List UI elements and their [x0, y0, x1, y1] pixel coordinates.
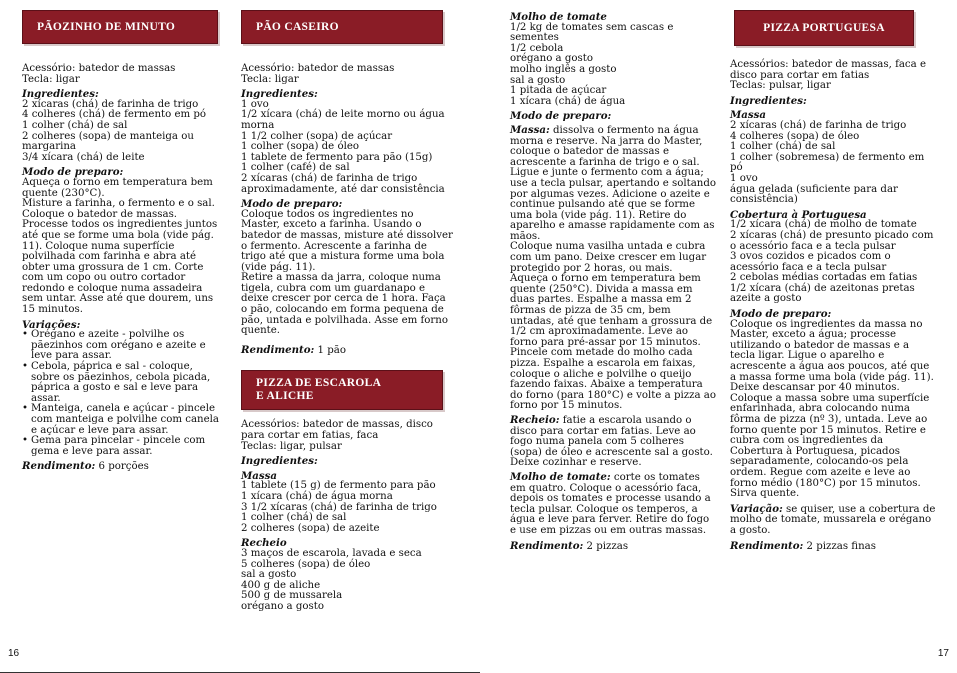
method-paragraph: Coloque os ingredientes da massa no Master, exceto a água; processe utilizando o batedor de massas e a tecla ligar. Ligue o aparelho e acrescente a água aos poucos, até que a massa forme uma bola (vide pág. 11). Deixe descansar por 40 minutos. Coloque a massa sobre uma superfície enfarinhada, abra colocando numa fôrma de pizza (nº 3), untada. Leve ao forno quente por 15 minutos. Retire e cubra com os ingredientes da Cobertura à Portuguesa, picados separadamente, colocando-os pela ordem. Regue com azeite e leve ao forno médio (180°C) por 15 minutos. Sirva quente.: [730, 318, 934, 500]
ingredient-line: 2 xícaras (chá) de farinha de trigo: [22, 98, 199, 110]
accessories-text: Acessório: batedor de massas: [241, 63, 395, 74]
variations-heading: Variações:: [22, 318, 81, 331]
ingredient-line: água gelada (suficiente para dar consistência): [730, 183, 898, 206]
ingredient-line: 1 colher (sopa) de óleo: [241, 141, 360, 153]
ingredient-line: 1 colher (sobremesa) de fermento em pó: [730, 151, 925, 174]
variation-item: • Orégano e azeite - polvilhe os pãezinhos com orégano e azeite e leve para assar.: [22, 330, 222, 362]
ingredient-line: 2 colheres (sopa) de manteiga ou margarina: [22, 130, 194, 153]
variation-item: • Gema para pincelar - pincele com gema e leve para assar.: [22, 436, 222, 457]
ingredient-line: 4 colheres (chá) de fermento em pó: [22, 109, 207, 121]
ingredient-line: orégano a gosto: [241, 600, 324, 612]
ingredient-line: azeite a gosto: [730, 293, 802, 305]
filling-heading: Recheio: [241, 537, 287, 550]
ingredient-line: sal a gosto: [510, 74, 566, 86]
method-heading: Modo de preparo:: [22, 166, 124, 179]
ingredient-line: 1 colher (chá) de sal: [22, 119, 128, 131]
keys-text: Teclas: ligar, pulsar: [241, 440, 342, 452]
ingredient-line: 1 ovo: [730, 172, 758, 184]
yield-label: Rendimento:: [730, 539, 804, 552]
ingredient-line: 5 colheres (sopa) de óleo: [241, 558, 371, 570]
method-heading: Modo de preparo:: [730, 308, 832, 321]
yield-line: [510, 541, 718, 553]
yield-label: Rendimento:: [22, 460, 96, 473]
ingredient-line: 1/2 xícara (chá) de leite morno ou água morna: [241, 109, 445, 131]
yield-value: 1 pão: [317, 344, 346, 356]
dough-heading: Massa: [730, 109, 766, 122]
title-line: E ALICHE: [256, 390, 314, 403]
ingredients-heading: Ingredientes:: [730, 94, 807, 107]
yield-line: [241, 345, 453, 357]
recipe-title-banner: PÃO CASEIRO: [241, 10, 443, 44]
yield-label: Rendimento:: [241, 343, 315, 356]
accessories-text: Acessório: batedor de massas: [22, 63, 176, 74]
method-heading: Modo de preparo:: [241, 198, 343, 211]
method-paragraph: [510, 125, 718, 243]
accessories-text: Acessórios: batedor de massas, disco para cortar em fatias, faca: [241, 419, 433, 442]
ingredient-line: 2 colheres (sopa) de azeite: [241, 522, 380, 534]
sauce-text: corte os tomates em quatro. Coloque o acessório faca, depois os tomates e processe usando a tecla pulsar. Coloque os temperos, a água e leve para ferver. Retire do fogo e use em pizzas ou em outras massas.: [510, 471, 711, 536]
ingredient-line: 3 maços de escarola, lavada e seca: [241, 547, 422, 559]
ingredient-line: 4 colheres (sopa) de óleo: [730, 130, 860, 142]
topping-heading: Cobertura à Portuguesa: [730, 208, 867, 221]
variation-text: se quiser, use a cobertura de molho de tomate, mussarela e orégano a gosto.: [730, 503, 936, 536]
recipe-title-banner: PÃOZINHO DE MINUTO: [22, 10, 218, 44]
dough-label: Massa:: [510, 123, 550, 136]
ingredient-line: 1 pitada de açúcar: [510, 85, 607, 97]
method-paragraph: [510, 472, 718, 537]
ingredient-line: 1/2 xícara (chá) de azeitonas pretas: [730, 282, 915, 294]
recipe-pizza-portuguesa: [730, 10, 936, 552]
variation-label: Variação:: [730, 502, 783, 515]
ingredients-heading: Ingredientes:: [22, 88, 99, 101]
ingredient-line: 2 xícaras (chá) de farinha de trigo aproximadamente, até dar consistência: [241, 172, 445, 195]
yield-value: 6 porções: [98, 461, 149, 473]
keys-text: Tecla: ligar: [241, 73, 299, 85]
ingredient-line: 3 1/2 xícaras (chá) de farinha de trigo: [241, 501, 437, 513]
ingredient-line: 3/4 xícara (chá) de leite: [22, 151, 145, 163]
recipe-pao-caseiro: [241, 10, 453, 613]
yield-line: [22, 461, 222, 473]
ingredient-line: 1 xícara (chá) de água: [510, 95, 626, 107]
ingredient-line: 2 xícaras (chá) de farinha de trigo: [730, 119, 907, 131]
yield-label: Rendimento:: [510, 539, 584, 552]
ingredient-line: 1 tablete (15 g) de fermento para pão: [241, 480, 436, 492]
yield-value: 2 pizzas: [586, 540, 629, 552]
ingredients-heading: Ingredientes:: [241, 455, 318, 468]
variations-list: [22, 330, 222, 457]
ingredient-line: 1/2 kg de tomates sem cascas e sementes: [510, 21, 674, 44]
dough-heading: Massa: [241, 469, 277, 482]
ingredient-line: 1 1/2 colher (sopa) de açúcar: [241, 130, 393, 142]
method-paragraph: Aqueça o forno em temperatura bem quente (250°C). Divida a massa em duas partes. Espalhe a massa em 2 fôrmas de pizza de 35 cm, bem untadas, até que tenham a grossura de 1/2 cm aproximadamente. Leve ao forno para pré-assar por 15 minutos. Pincele com metade do molho cada pizza. Espalhe a escarola em faixas, coloque o aliche e polvilhe o queijo fazendo faixas. Abaixe a temperatura do forno (para 180°C) e volte a pizza ao forno por 15 minutos.: [510, 273, 717, 412]
ingredients-heading: Ingredientes:: [241, 88, 318, 101]
method-paragraph: Misture a farinha, o fermento e o sal. Coloque o batedor de massas. Processe todos os ingredientes juntos até que se forme uma bola (vide pág. 11). Coloque numa superfície polvilhada com farinha e abra até obter uma grossura de 1 cm. Corte com um copo ou outro cortador redondo e coloque numa assadeira sem untar. Asse até que dourem, uns 15 minutos.: [22, 198, 218, 316]
recipe-title-banner: PIZZA PORTUGUESA: [734, 10, 914, 46]
method-paragraph: [510, 415, 718, 469]
yield-value: 2 pizzas finas: [806, 540, 876, 552]
right-page: [482, 0, 957, 673]
ingredient-line: 1 colher (chá) de sal: [730, 141, 836, 153]
page-number: 16: [8, 648, 20, 659]
ingredient-line: 500 g de mussarela: [241, 590, 343, 602]
variation-item: • Manteiga, canela e açúcar - pincele com manteiga e polvilhe com canela e açúcar e leve para assar.: [22, 404, 222, 436]
method-paragraph: Aqueça o forno em temperatura bem quente (230°C).: [22, 176, 213, 199]
method-paragraph: Retire a massa da jarra, coloque numa tigela, cubra com um guardanapo e deixe crescer por cerca de 1 hora. Faça o pão, colocando em forma pequena de pão, untada e polvilhada. Asse em forno quente.: [241, 272, 448, 337]
ingredient-line: 2 cebolas médias cortadas em fatias: [730, 272, 918, 284]
ingredient-line: 1 xícara (chá) de água morna: [241, 491, 393, 502]
ingredient-line: 1 tablete de fermento para pão (15g): [241, 151, 433, 163]
filling-text: fatie a escarola usando o disco para cortar em fatias. Leve ao fogo numa panela com 5 colheres (sopa) de óleo e acrescente sal a gosto. Deixe cozinhar e reserve.: [510, 414, 713, 469]
method-paragraph: Coloque todos os ingredientes no Master, exceto a farinha. Usando o batedor de massas, misture até dissolver o fermento. Acrescente a farinha de trigo até que a mistura forme uma bola (vide pág. 11).: [241, 208, 453, 273]
ingredient-line: 1/2 xícara (chá) de molho de tomate: [730, 219, 917, 231]
filling-label: Recheio:: [510, 413, 560, 426]
ingredient-line: 1/2 cebola: [510, 42, 564, 54]
recipe-paozinho: [22, 10, 222, 473]
ingredient-line: orégano a gosto: [510, 53, 593, 65]
page-number: 17: [937, 648, 949, 659]
ingredient-line: 2 xícaras (chá) de presunto picado com o acessório faca e a tecla pulsar: [730, 229, 934, 252]
ingredient-line: 3 ovos cozidos e picados com o acessório faca e a tecla pulsar: [730, 251, 891, 273]
variation-item: • Cebola, páprica e sal - coloque, sobre os pãezinhos, cebola picada, páprica a gosto e sal e leve para assar.: [22, 362, 222, 404]
method-heading: Modo de preparo:: [510, 110, 612, 123]
method-paragraph: Coloque numa vasilha untada e cubra com um pano. Deixe crescer em lugar protegido por 2 horas, ou mais.: [510, 241, 707, 274]
ingredient-line: 400 g de aliche: [241, 579, 321, 591]
yield-line: [730, 541, 936, 553]
keys-text: Teclas: pulsar, ligar: [730, 80, 831, 92]
ingredient-line: 1 colher (chá) de sal: [241, 512, 347, 524]
recipe-title-banner: [241, 370, 443, 410]
ingredient-line: 1 ovo: [241, 98, 269, 110]
sauce-label: Molho de tomate:: [510, 470, 611, 483]
recipe-escarola-continued: [510, 12, 718, 552]
accessories-text: Acessórios: batedor de massas, faca e disco para cortar em fatias: [730, 59, 926, 81]
dough-text: dissolva o fermento na água morna e reserve. Na jarra do Master, coloque o batedor de massas e acrescente a farinha de trigo e o sal. Ligue e junte o fermento com a água; use a tecla pulsar, apertando e soltando por algumas vezes. Adicione o azeite e continue pulsando até que se forme uma bola (vide pág. 11). Retire do aparelho e amasse rapidamente com as mãos.: [510, 124, 717, 242]
variation-line: [730, 504, 936, 537]
ingredient-line: 1 colher (café) de sal: [241, 162, 350, 174]
sauce-heading: Molho de tomate: [510, 11, 607, 23]
ingredient-line: sal a gosto: [241, 569, 297, 581]
title-line: PIZZA DE ESCAROLA: [256, 377, 382, 390]
ingredient-line: molho inglês a gosto: [510, 63, 617, 75]
keys-text: Tecla: ligar: [22, 73, 80, 85]
